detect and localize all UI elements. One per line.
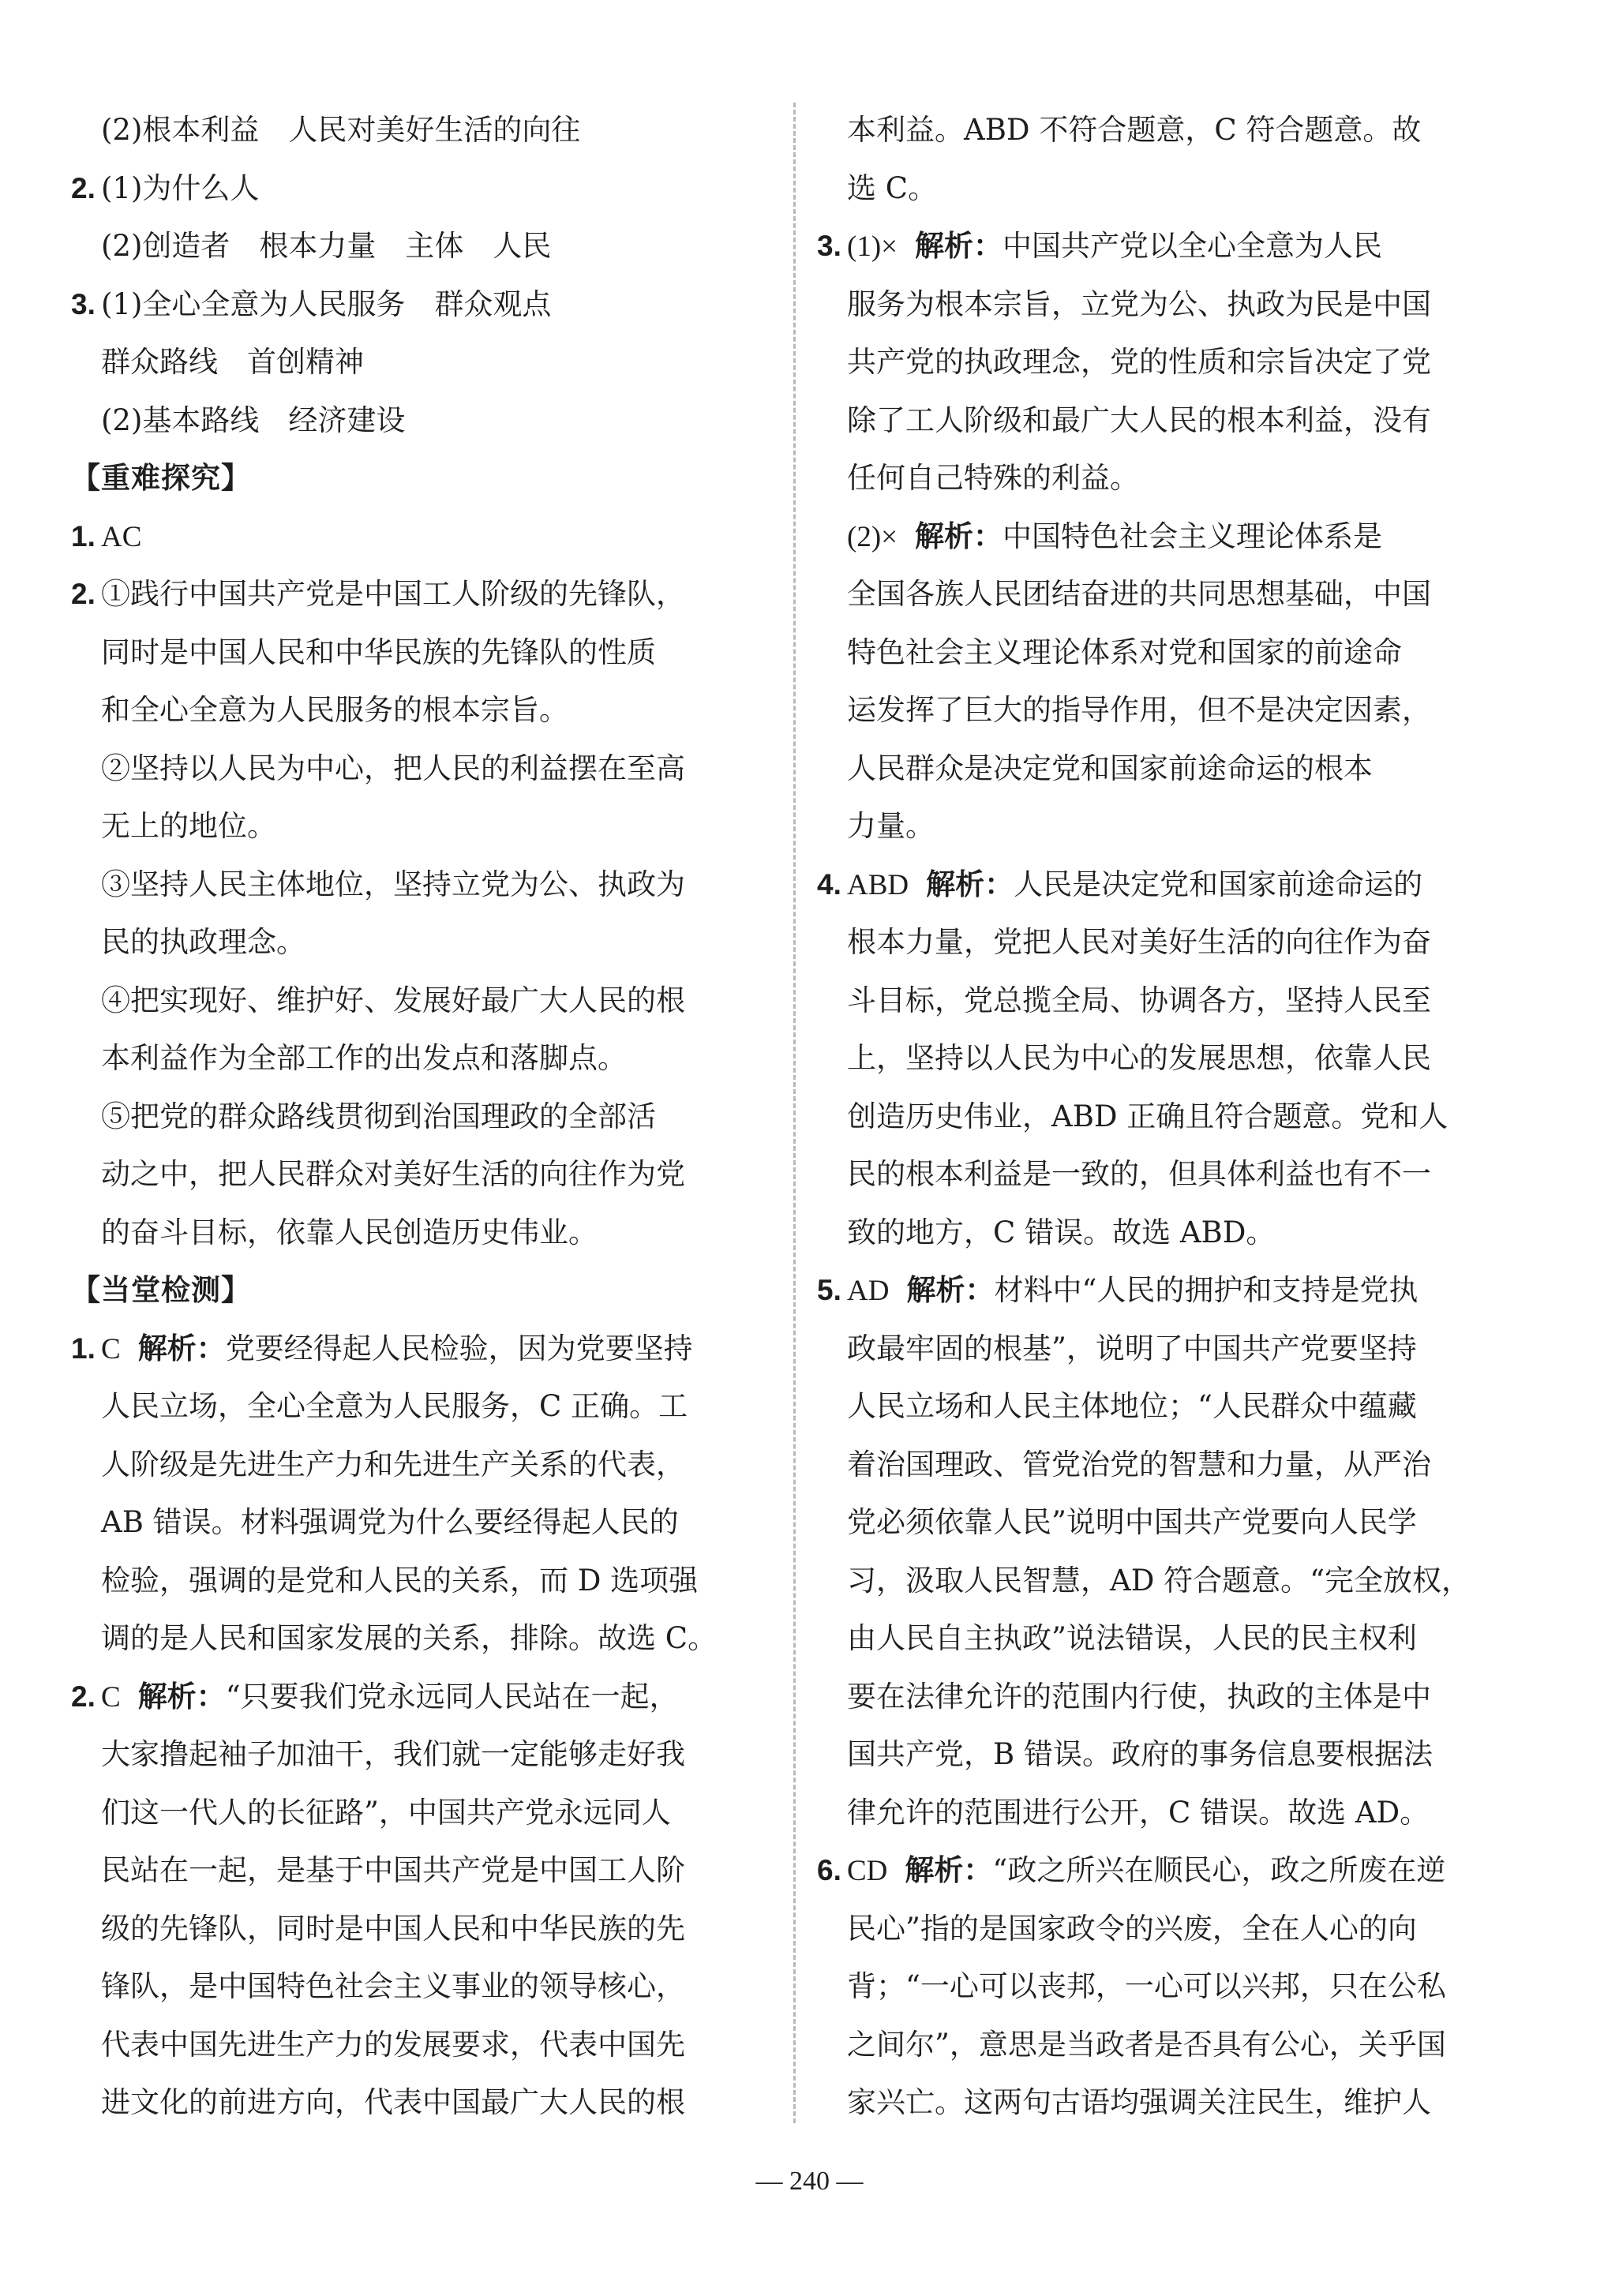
text-line: 要在法律允许的范围内行使，执政的主体是中: [847, 1679, 1431, 1714]
text-line: 上，坚持以人民为中心的发展思想，依靠人民: [847, 1041, 1431, 1075]
question-item: 4. ABD 解析：人民是决定党和国家前途命运的: [817, 856, 1508, 914]
analysis-label: 解析：: [137, 1679, 226, 1714]
text-line: (2)创造者 根本力量 主体 人民: [101, 229, 552, 263]
question-item: 5. AD 解析：材料中“人民的拥护和支持是党执: [817, 1261, 1508, 1320]
text-line: 人阶级是先进生产力和先进生产关系的代表，: [101, 1447, 685, 1481]
text-line: 进文化的前进方向，代表中国最广大人民的根: [101, 2085, 685, 2119]
page-number: — 240 —: [755, 2167, 864, 2196]
question-item: 3. (1)× 解析：中国共产党以全心全意为人民: [817, 217, 1508, 275]
text-line: 习，汲取人民智慧，AD 符合题意。“完全放权，: [847, 1563, 1471, 1597]
text-line: 调的是人民和国家发展的关系，排除。故选 C。: [101, 1621, 718, 1655]
text-line: 群众路线 首创精神: [101, 345, 364, 379]
text-line: 同时是中国人民和中华民族的先锋队的性质: [101, 635, 656, 669]
text-line: 大家撸起袖子加油干，我们就一定能够走好我: [101, 1737, 685, 1771]
right-column: [817, 101, 1508, 2132]
text-line: 根本力量，党把人民对美好生活的向往作为奋: [847, 925, 1431, 959]
text-line: 服务为根本宗旨，立党为公、执政为民是中国: [847, 287, 1431, 321]
text-line: (2)× 解析：中国特色社会主义理论体系是: [847, 519, 1383, 553]
text-line: 和全心全意为人民服务的根本宗旨。: [101, 693, 568, 727]
text-line: 之间尔”，意思是当政者是否具有公心，关乎国: [847, 2027, 1446, 2062]
question-number: 2.: [71, 171, 96, 204]
question-number: 1.: [71, 1332, 96, 1365]
text-line: 力量。: [847, 809, 935, 843]
question-number: 4.: [817, 867, 841, 901]
text-line: 人民立场，全心全意为人民服务，C 正确。工: [101, 1389, 688, 1423]
text-line: 全国各族人民团结奋进的共同思想基础，中国: [847, 577, 1431, 611]
text-line: 动之中，把人民群众对美好生活的向往作为党: [101, 1157, 685, 1191]
question-number: 2.: [71, 578, 96, 610]
text-line: 代表中国先进生产力的发展要求，代表中国先: [101, 2027, 685, 2062]
section-heading: 【当堂检测】: [71, 1273, 251, 1307]
text-line: 国共产党，B 错误。政府的事务信息要根据法: [847, 1737, 1433, 1771]
text-line: (2)基本路线 经济建设: [101, 403, 406, 437]
question-item: 1. AC: [71, 508, 774, 566]
question-item: 2. C 解析：“只要我们党永远同人民站在一起，: [71, 1668, 774, 1726]
text-line: 检验，强调的是党和人民的关系，而 D 选项强: [101, 1563, 699, 1597]
text-line: 除了工人阶级和最广大人民的根本利益，没有: [847, 403, 1431, 437]
text-line: 民心”指的是国家政令的兴废，全在人心的向: [847, 1911, 1417, 1946]
question-number: 6.: [817, 1854, 841, 1886]
analysis-label: 解析：: [906, 1273, 995, 1307]
analysis-label: 解析：: [915, 519, 1003, 553]
text-line: 民的根本利益是一致的，但具体利益也有不一: [847, 1157, 1431, 1191]
question-number: 3.: [71, 287, 96, 320]
section-heading: 【重难探究】: [71, 461, 251, 495]
analysis-label: 解析：: [915, 229, 1003, 263]
text-line: (2)根本利益 人民对美好生活的向往: [101, 113, 581, 147]
text-line: 共产党的执政理念，党的性质和宗旨决定了党: [847, 345, 1431, 379]
text-line: ⑤把党的群众路线贯彻到治国理政的全部活: [101, 1099, 656, 1133]
text-line: 创造历史伟业，ABD 正确且符合题意。党和人: [847, 1099, 1448, 1133]
text-line: 人民群众是决定党和国家前途命运的根本: [847, 751, 1373, 785]
question-number: 5.: [817, 1274, 841, 1306]
question-item: 2. ①践行中国共产党是中国工人阶级的先锋队，: [71, 565, 774, 624]
text-line: 党必须依靠人民”说明中国共产党要向人民学: [847, 1505, 1417, 1539]
text-line: 们这一代人的长征路”，中国共产党永远同人: [101, 1795, 671, 1830]
text-line: ④把实现好、维护好、发展好最广大人民的根: [101, 983, 685, 1017]
text-line: 民的执政理念。: [101, 925, 305, 959]
question-item: 3. (1)全心全意为人民服务 群众观点: [71, 275, 774, 334]
text-line: 本利益。ABD 不符合题意，C 符合题意。故: [847, 113, 1422, 147]
text-line: 由人民自主执政”说法错误，人民的民主权利: [847, 1621, 1417, 1655]
text-line: 运发挥了巨大的指导作用，但不是决定因素，: [847, 693, 1431, 727]
text-line: 的奋斗目标，依靠人民创造历史伟业。: [101, 1215, 598, 1249]
text-line: 人民立场和人民主体地位；“人民群众中蕴藏: [847, 1389, 1417, 1423]
text-line: 律允许的范围进行公开，C 错误。故选 AD。: [847, 1795, 1430, 1830]
column-divider: [793, 103, 796, 2123]
question-number: 3.: [817, 230, 841, 262]
text-line: 锋队，是中国特色社会主义事业的领导核心，: [101, 1969, 685, 2003]
text-line: 斗目标，党总揽全局、协调各方，坚持人民至: [847, 983, 1431, 1017]
question-item: 6. CD 解析：“政之所兴在顺民心，政之所废在逆: [817, 1841, 1508, 1900]
text-line: 级的先锋队，同时是中国人民和中华民族的先: [101, 1911, 685, 1946]
text-line: 选 C。: [847, 170, 938, 205]
text-line: 民站在一起，是基于中国共产党是中国工人阶: [101, 1853, 685, 1887]
text-line: 致的地方，C 错误。故选 ABD。: [847, 1215, 1276, 1249]
text-line: 着治国理政、管党治党的智慧和力量，从严治: [847, 1447, 1431, 1481]
question-number: 2.: [71, 1680, 96, 1713]
text-line: 政最牢固的根基”，说明了中国共产党要坚持: [847, 1331, 1417, 1365]
text-line: AB 错误。材料强调党为什么要经得起人民的: [101, 1505, 679, 1539]
question-item: 1. C 解析：党要经得起人民检验，因为党要坚持: [71, 1320, 774, 1378]
text-line: 本利益作为全部工作的出发点和落脚点。: [101, 1041, 627, 1075]
text-line: ③坚持人民主体地位，坚持立党为公、执政为: [101, 867, 685, 901]
question-number: 1.: [71, 519, 96, 552]
text-line: 家兴亡。这两句古语均强调关注民生，维护人: [847, 2085, 1431, 2119]
left-column: [71, 101, 774, 2132]
question-item: 2. (1)为什么人: [71, 159, 774, 218]
text-line: 任何自己特殊的利益。: [847, 461, 1139, 495]
text-line: 特色社会主义理论体系对党和国家的前途命: [847, 635, 1402, 669]
text-line: ②坚持以人民为中心，把人民的利益摆在至高: [101, 751, 685, 785]
text-line: 无上的地位。: [101, 809, 276, 843]
analysis-label: 解析：: [137, 1331, 226, 1365]
text-line: 背；“一心可以丧邦，一心可以兴邦，只在公私: [847, 1969, 1446, 2003]
analysis-label: 解析：: [905, 1853, 993, 1887]
analysis-label: 解析：: [926, 867, 1014, 901]
